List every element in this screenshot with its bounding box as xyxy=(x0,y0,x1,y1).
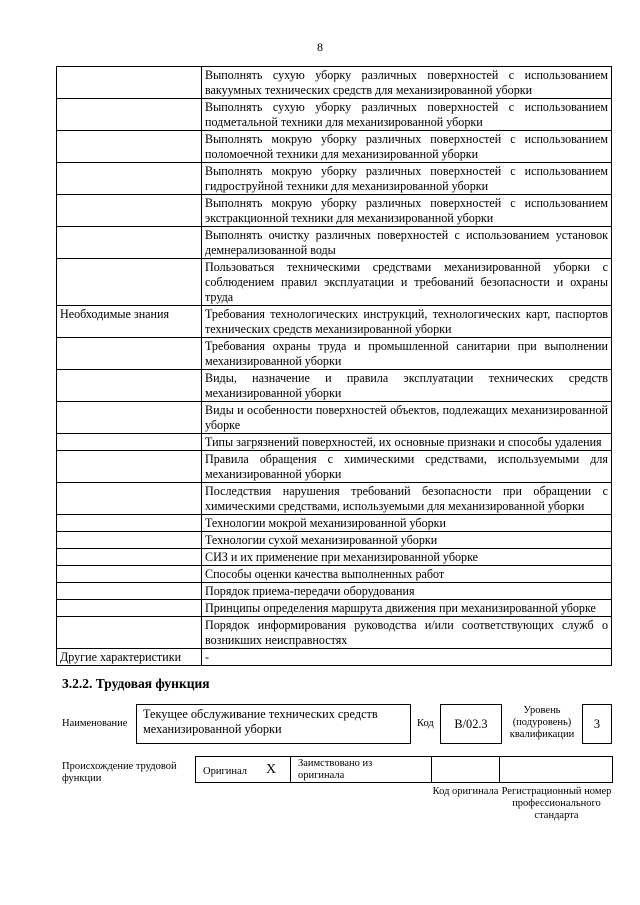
row-description: Технологии сухой механизированной уборки xyxy=(202,532,612,549)
table-row xyxy=(57,163,612,195)
origin-divider-2 xyxy=(499,756,500,783)
row-category xyxy=(57,67,202,99)
table-row xyxy=(57,566,612,583)
function-name-box xyxy=(136,704,411,744)
row-description: Порядок информирования руководства и/или соответствующих служб о возникших неисправностях xyxy=(202,617,612,649)
origin-divider-1 xyxy=(431,756,432,783)
section-heading: 3.2.2. Трудовая функция xyxy=(62,676,210,691)
row-category xyxy=(57,99,202,131)
row-category xyxy=(57,338,202,370)
row-category xyxy=(57,227,202,259)
row-category xyxy=(57,370,202,402)
row-description: СИЗ и их применение при механизированной уборке xyxy=(202,549,612,566)
table-row xyxy=(57,259,612,306)
row-category xyxy=(57,259,202,306)
row-description: Порядок приема-передачи оборудования xyxy=(202,583,612,600)
row-category xyxy=(57,600,202,617)
function-name-value: Текущее обслуживание технических средств механизированной уборки xyxy=(143,707,378,736)
table-row xyxy=(57,600,612,617)
row-description: Последствия нарушения требований безопасности при обращении с химическими средствами, используемыми для механизированной уборки xyxy=(202,483,612,515)
row-description: Пользоваться техническими средствами механизированной уборки с соблюдением правил эксплуатации и требований безопасности и охраны труда xyxy=(202,259,612,306)
table-row xyxy=(57,434,612,451)
table-row xyxy=(57,195,612,227)
origin-label: Происхождение трудовой функции xyxy=(62,761,177,784)
row-category xyxy=(57,483,202,515)
table-row xyxy=(57,99,612,131)
row-category xyxy=(57,532,202,549)
name-label: Наименование xyxy=(62,718,128,729)
table-row xyxy=(57,549,612,566)
code-original-label: Код оригинала xyxy=(432,786,499,797)
row-description: Принципы определения маршрута движения при механизированной уборке xyxy=(202,600,612,617)
row-category xyxy=(57,163,202,195)
row-description: Виды и особенности поверхностей объектов, подлежащих механизированной уборке xyxy=(202,402,612,434)
original-label: Оригинал xyxy=(203,766,247,777)
row-category xyxy=(57,549,202,566)
row-description: Требования технологических инструкций, технологических карт, паспортов технических средств механизированной уборки xyxy=(202,306,612,338)
row-category xyxy=(57,434,202,451)
table-row xyxy=(57,649,612,666)
table-row xyxy=(57,583,612,600)
row-description: Требования охраны труда и промышленной санитарии при выполнении механизированной уборки xyxy=(202,338,612,370)
table-row xyxy=(57,532,612,549)
table-row xyxy=(57,338,612,370)
reg-number-label: Регистрационный номер профессионального стандарта xyxy=(501,786,612,821)
row-description: Виды, назначение и правила эксплуатации технических средств механизированной уборки xyxy=(202,370,612,402)
table-row xyxy=(57,483,612,515)
page-number: 8 xyxy=(317,40,323,54)
table-row xyxy=(57,370,612,402)
row-description: Типы загрязнений поверхностей, их основные признаки и способы удаления xyxy=(202,434,612,451)
row-category xyxy=(57,515,202,532)
row-category xyxy=(57,451,202,483)
row-description: Выполнять мокрую уборку различных поверхностей с использованием гидроструйной техники для механизированной уборки xyxy=(202,163,612,195)
row-category xyxy=(57,402,202,434)
level-label: Уровень (подуровень) квалификации xyxy=(509,705,575,740)
table-row xyxy=(57,67,612,99)
row-description: Выполнять сухую уборку различных поверхностей с использованием подметальной техники для механизированной уборки xyxy=(202,99,612,131)
row-description: Способы оценки качества выполненных работ xyxy=(202,566,612,583)
row-description: - xyxy=(202,649,612,666)
row-description: Выполнять сухую уборку различных поверхностей с использованием вакуумных технических средств для механизированной уборки xyxy=(202,67,612,99)
row-description: Технологии мокрой механизированной уборки xyxy=(202,515,612,532)
row-category: Другие характеристики xyxy=(57,649,202,666)
table-row xyxy=(57,227,612,259)
row-category xyxy=(57,131,202,163)
original-mark: X xyxy=(266,762,277,777)
level-value: 3 xyxy=(593,717,601,731)
code-label: Код xyxy=(417,718,434,729)
row-description: Выполнять мокрую уборку различных поверхностей с использованием экстракционной техники для механизированной уборки xyxy=(202,195,612,227)
table-row xyxy=(57,515,612,532)
row-category xyxy=(57,566,202,583)
borrowed-label: Заимствовано из оригинала xyxy=(298,758,373,781)
row-description: Выполнять очистку различных поверхностей с использованием установок демнерализованной воды xyxy=(202,227,612,259)
table-row xyxy=(57,131,612,163)
row-category xyxy=(57,583,202,600)
table-row xyxy=(57,306,612,338)
row-description: Правила обращения с химическими средствами, используемыми для механизированной уборки xyxy=(202,451,612,483)
table-row xyxy=(57,451,612,483)
row-category xyxy=(57,195,202,227)
skills-knowledge-table xyxy=(56,66,612,666)
code-box xyxy=(440,704,502,744)
row-category: Необходимые знания xyxy=(57,306,202,338)
row-description: Выполнять мокрую уборку различных поверхностей с использованием поломоечной техники для механизированной уборки xyxy=(202,131,612,163)
table-row xyxy=(57,402,612,434)
row-category xyxy=(57,617,202,649)
code-value: B/02.3 xyxy=(454,717,488,731)
level-box xyxy=(582,704,612,744)
table-row xyxy=(57,617,612,649)
